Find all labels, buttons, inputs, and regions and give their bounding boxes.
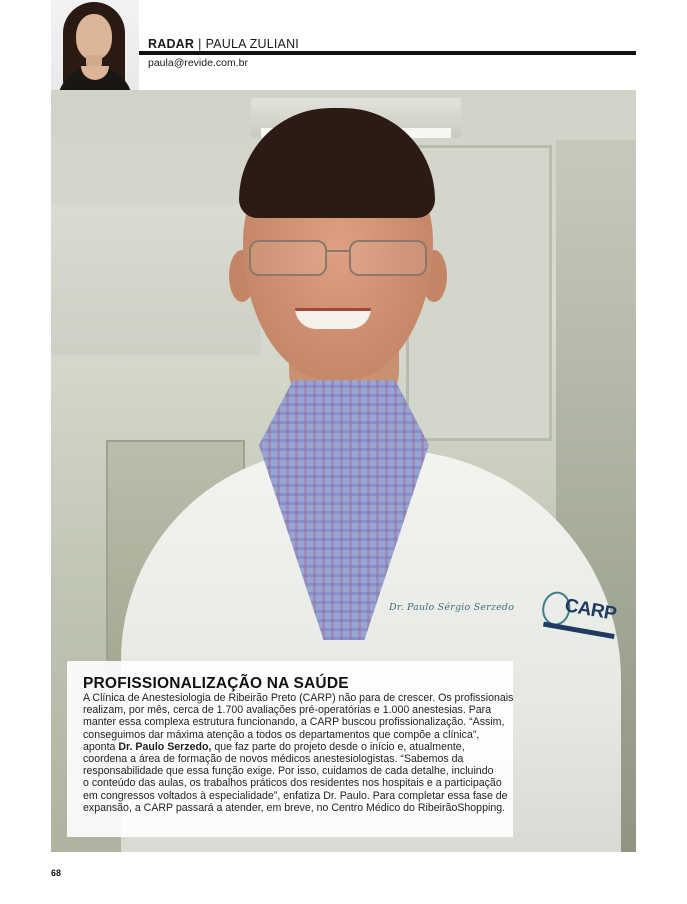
page-number: 68 xyxy=(51,868,62,878)
column-kicker: RADAR xyxy=(148,37,195,51)
article-line: coordena a área de formação de novos médicos anestesiologistas. “Sabemos da xyxy=(83,753,464,766)
article-line: A Clínica de Anestesiologia de Ribeirão Preto (CARP) não para de crescer. Os profissionais xyxy=(83,692,514,704)
glasses-icon xyxy=(247,240,429,276)
header-rule xyxy=(139,51,636,55)
article-line: expansão, a CARP passará a atender, em breve, no Centro Médico do RibeirãoShopping. xyxy=(83,801,506,814)
article-line-prefix: aponta xyxy=(83,740,116,753)
article-line: conseguimos dar máxima atenção a todos os departamentos que compõe a clínica”, xyxy=(83,728,480,741)
doctor-name: Dr. Paulo Serzedo, xyxy=(118,740,212,753)
author-email: paula@revide.com.br xyxy=(148,57,248,69)
author-photo xyxy=(51,0,139,90)
article-line: o conteúdo das aulas, os trabalhos práticos dos residentes nos hospitais e a participação xyxy=(83,777,502,790)
article-line-rest: que faz parte do projeto desde o início e, atualmente, xyxy=(214,740,465,753)
article-line: realizam, por mês, cerca de 1.700 avaliações pré-operatórias e 1.000 anestesias. Para xyxy=(83,704,492,717)
article-line: responsabilidade que essa função exige. Por isso, cuidamos de cada detalhe, incluindo xyxy=(83,765,494,778)
carp-logo-text: CARP xyxy=(563,595,618,625)
article-line: manter essa complexa estrutura funcionando, a CARP buscou profissionalização. “Assim, xyxy=(83,716,505,729)
article-line: em congressos voltados à especialidade”, enfatiza Dr. Paulo. Para completar essa fase de xyxy=(83,789,508,802)
column-separator: | xyxy=(198,37,202,51)
doctor-smile xyxy=(295,308,371,329)
article-line-with-name xyxy=(83,741,513,753)
article-title: PROFISSIONALIZAÇÃO NA SAÚDE xyxy=(83,675,349,692)
column-author: PAULA ZULIANI xyxy=(205,37,299,51)
column-header xyxy=(148,37,299,51)
coat-embroidery: Dr. Paulo Sérgio Serzedo xyxy=(389,602,515,613)
article-box xyxy=(67,661,513,837)
